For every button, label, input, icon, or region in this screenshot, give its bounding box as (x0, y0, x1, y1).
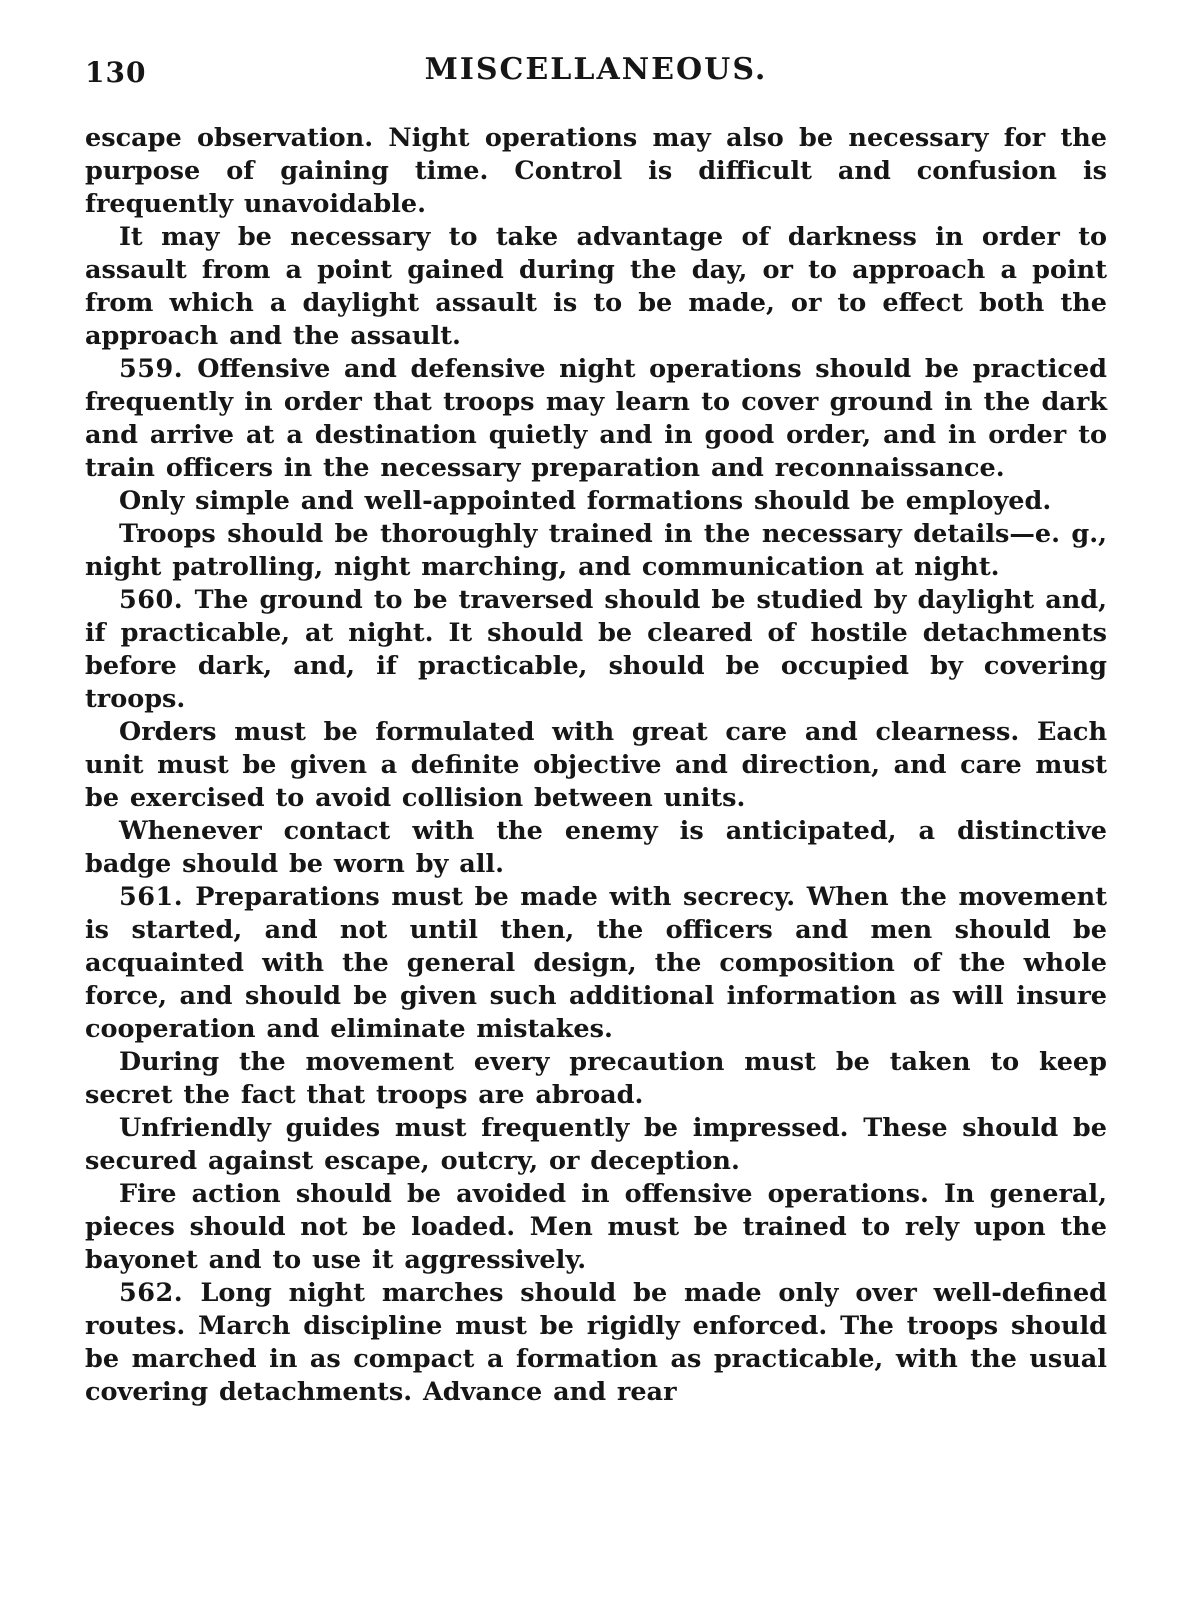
paragraph: During the movement every precaution must be taken to keep secret the fact that troops are abroad. (85, 1047, 1107, 1110)
paragraph: 560. The ground to be traversed should be studied by daylight and, if practicable, at night. It should be cleared of hostile detachments before dark, and, if practicable, should be occupied by covering troops. (85, 585, 1107, 714)
paragraph: It may be necessary to take advantage of darkness in order to assault from a point gained during the day, or to approach a point from which a daylight assault is to be made, or to effect both the approach and the assault. (85, 222, 1107, 351)
paragraph-number: 559. (119, 354, 198, 384)
document-body (85, 122, 1107, 1409)
paragraph: 561. Preparations must be made with secrecy. When the movement is started, and not until then, the officers and men should be acquainted with the general design, the composition of the whole force, and should be given such additional information as will insure cooperation and eliminate mistakes. (85, 882, 1107, 1044)
paragraph: escape observation. Night operations may also be necessary for the purpose of gaining time. Control is difficult and confusion is frequently unavoidable. (85, 123, 1107, 219)
page-number: 130 (85, 56, 147, 89)
running-head: MISCELLANEOUS. (424, 52, 768, 87)
paragraph: Only simple and well-appointed formations should be employed. (119, 486, 1052, 516)
paragraph: 562. Long night marches should be made only over well-defined routes. March discipline must be rigidly enforced. The troops should be marched in as compact a formation as practicable, with the usual covering detachments. Advance and rear (85, 1278, 1107, 1407)
paragraph: Whenever contact with the enemy is anticipated, a distinctive badge should be worn by all. (85, 816, 1107, 879)
paragraph: Troops should be thoroughly trained in the necessary details—e. g., night patrolling, night marching, and communication at night. (85, 519, 1107, 582)
paragraph-number: 562. (119, 1278, 201, 1308)
paragraph: Orders must be formulated with great care and clearness. Each unit must be given a definite objective and direction, and care must be exercised to avoid collision between units. (85, 717, 1107, 813)
paragraph-number: 560. (119, 585, 195, 615)
paragraph: 559. Offensive and defensive night operations should be practiced frequently in order that troops may learn to cover ground in the dark and arrive at a destination quietly and in good order, and in order to train officers in the necessary preparation and reconnaissance. (85, 354, 1107, 483)
paragraph: Unfriendly guides must frequently be impressed. These should be secured against escape, outcry, or deception. (85, 1113, 1107, 1176)
paragraph: Fire action should be avoided in offensive operations. In general, pieces should not be loaded. Men must be trained to rely upon the bayonet and to use it aggressively. (85, 1179, 1107, 1275)
page-header (85, 52, 1107, 96)
paragraph-number: 561. (119, 882, 196, 912)
